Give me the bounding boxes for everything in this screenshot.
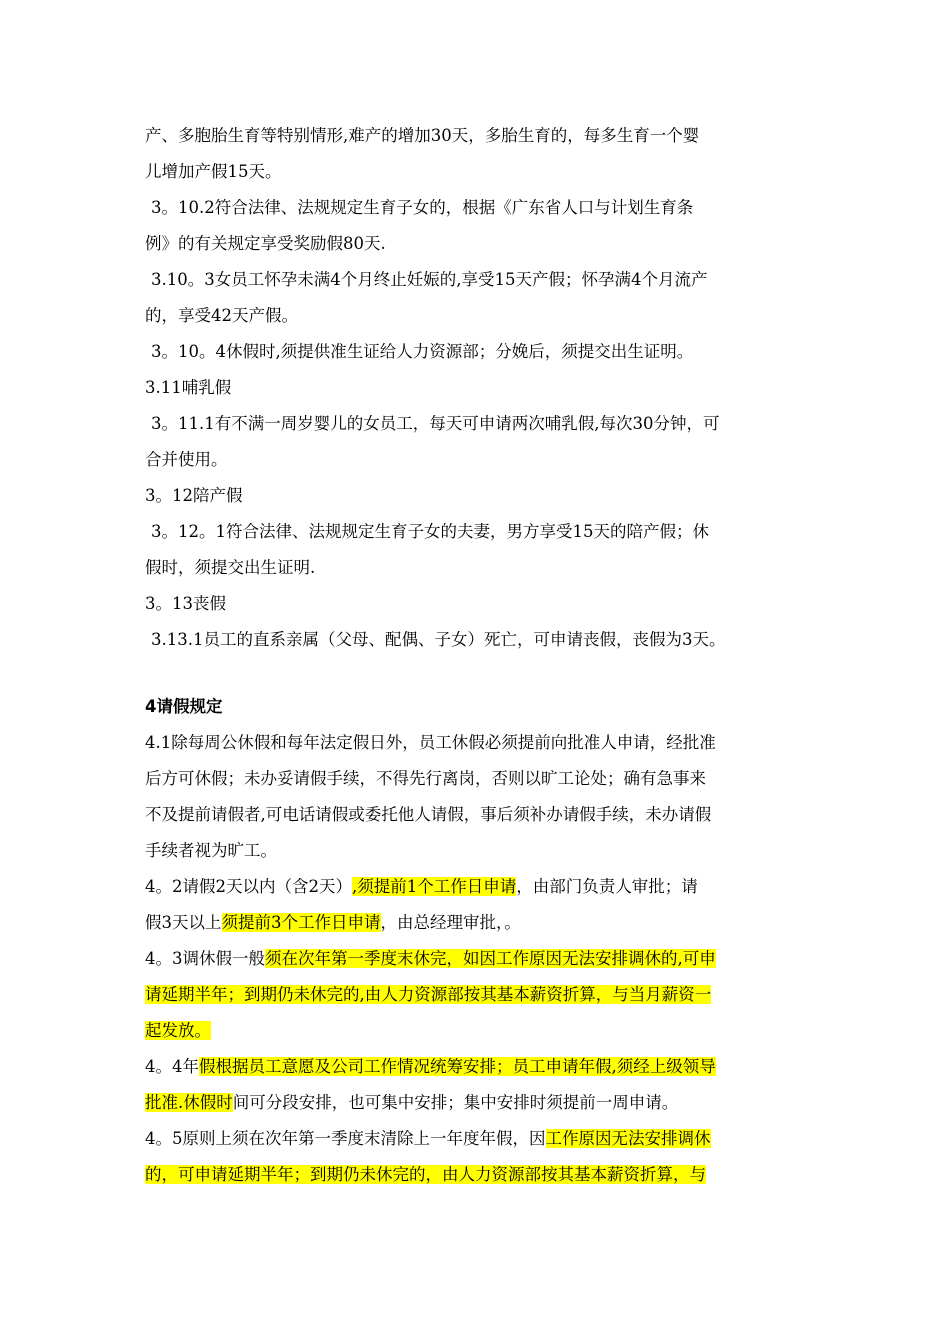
- paragraph-line: 3。11.1有不满一周岁婴儿的女员工，每天可申请两次哺乳假,每次30分钟，可: [151, 414, 720, 433]
- text-run: ，由部门负责人审批；请: [516, 877, 698, 896]
- highlighted-text: ,须提前1个工作日申请: [352, 877, 517, 896]
- paragraph-line: 产、多胞胎生育等特别情形,难产的增加30天，多胎生育的，每多生育一个婴: [145, 126, 700, 145]
- paragraph-line: 儿增加产假15天。: [145, 162, 282, 181]
- section-heading-3-12: 3。12陪产假: [145, 486, 243, 505]
- highlighted-text: 请延期半年；到期仍未休完的,由人力资源部按其基本薪资折算，与当月薪资一: [145, 985, 712, 1004]
- paragraph-line: [145, 1049, 810, 1085]
- highlighted-text: 工作原因无法安排调休: [545, 1129, 711, 1148]
- highlighted-text: 批准.休假时: [145, 1093, 233, 1112]
- text-run: ，由总经理审批，。: [380, 913, 521, 932]
- highlighted-text: 起发放。: [145, 1021, 211, 1040]
- paragraph-line: 合并使用。: [145, 450, 228, 469]
- paragraph-line: 后方可休假；未办妥请假手续，不得先行离岗，否则以旷工论处；确有急事来: [145, 769, 706, 788]
- paragraph-line: 假时，须提交出生证明.: [145, 558, 316, 577]
- paragraph-line: [145, 869, 810, 905]
- paragraph-line: 3.10。3女员工怀孕未满4个月终止妊娠的,享受15天产假；怀孕满4个月流产: [151, 270, 708, 289]
- text-run: 4。2请假2天以内（含2天）: [145, 877, 352, 896]
- highlighted-text: 的，可申请延期半年；到期仍未休完的，由人力资源部按其基本薪资折算，与: [145, 1165, 706, 1184]
- paragraph-line: [145, 1157, 810, 1193]
- section-heading-3-13: 3。13丧假: [145, 594, 226, 613]
- highlighted-text: 须在次年第一季度末休完，如因工作原因无法安排调休的,可申: [265, 949, 716, 968]
- spacer: [145, 658, 810, 689]
- paragraph-line: 例》的有关规定享受奖励假80天.: [145, 234, 386, 253]
- text-run: 4。5原则上须在次年第一季度末清除上一年度年假，因: [145, 1129, 546, 1148]
- text-run: 4。4年: [145, 1057, 199, 1076]
- text-run: 假3天以上: [145, 913, 222, 932]
- highlighted-text: 须提前3个工作日申请: [221, 913, 381, 932]
- paragraph-line: 3。12。1符合法律、法规规定生育子女的夫妻，男方享受15天的陪产假；休: [151, 522, 709, 541]
- document-page: [145, 118, 810, 1193]
- paragraph-line: [145, 977, 810, 1013]
- text-run: 4。3调休假一般: [145, 949, 265, 968]
- highlighted-text: 假根据员工意愿及公司工作情况统筹安排；员工申请年假,须经上级领导: [199, 1057, 716, 1076]
- paragraph-line: [145, 905, 810, 941]
- paragraph-line: [145, 1013, 810, 1049]
- paragraph-line: 3。10.2符合法律、法规规定生育子女的，根据《广东省人口与计划生育条: [151, 198, 694, 217]
- paragraph-line: [145, 941, 810, 977]
- section-heading-4: 4请假规定: [145, 697, 223, 716]
- paragraph-line: 4.1除每周公休假和每年法定假日外，员工休假必须提前向批准人申请，经批准: [145, 733, 716, 752]
- paragraph-line: 不及提前请假者,可电话请假或委托他人请假，事后须补办请假手续，未办请假: [145, 805, 712, 824]
- paragraph-line: 手续者视为旷工。: [145, 841, 277, 860]
- paragraph-line: 3。10。4休假时,须提供准生证给人力资源部；分娩后，须提交出生证明。: [151, 342, 694, 361]
- paragraph-line: 的，享受42天产假。: [145, 306, 298, 325]
- text-run: 间可分段安排，也可集中安排；集中安排时须提前一周申请。: [232, 1093, 679, 1112]
- section-heading-3-11: 3.11哺乳假: [145, 378, 232, 397]
- paragraph-line: 3.13.1员工的直系亲属（父母、配偶、子女）死亡，可申请丧假，丧假为3天。: [151, 630, 726, 649]
- paragraph-line: [145, 1121, 810, 1157]
- paragraph-line: [145, 1085, 810, 1121]
